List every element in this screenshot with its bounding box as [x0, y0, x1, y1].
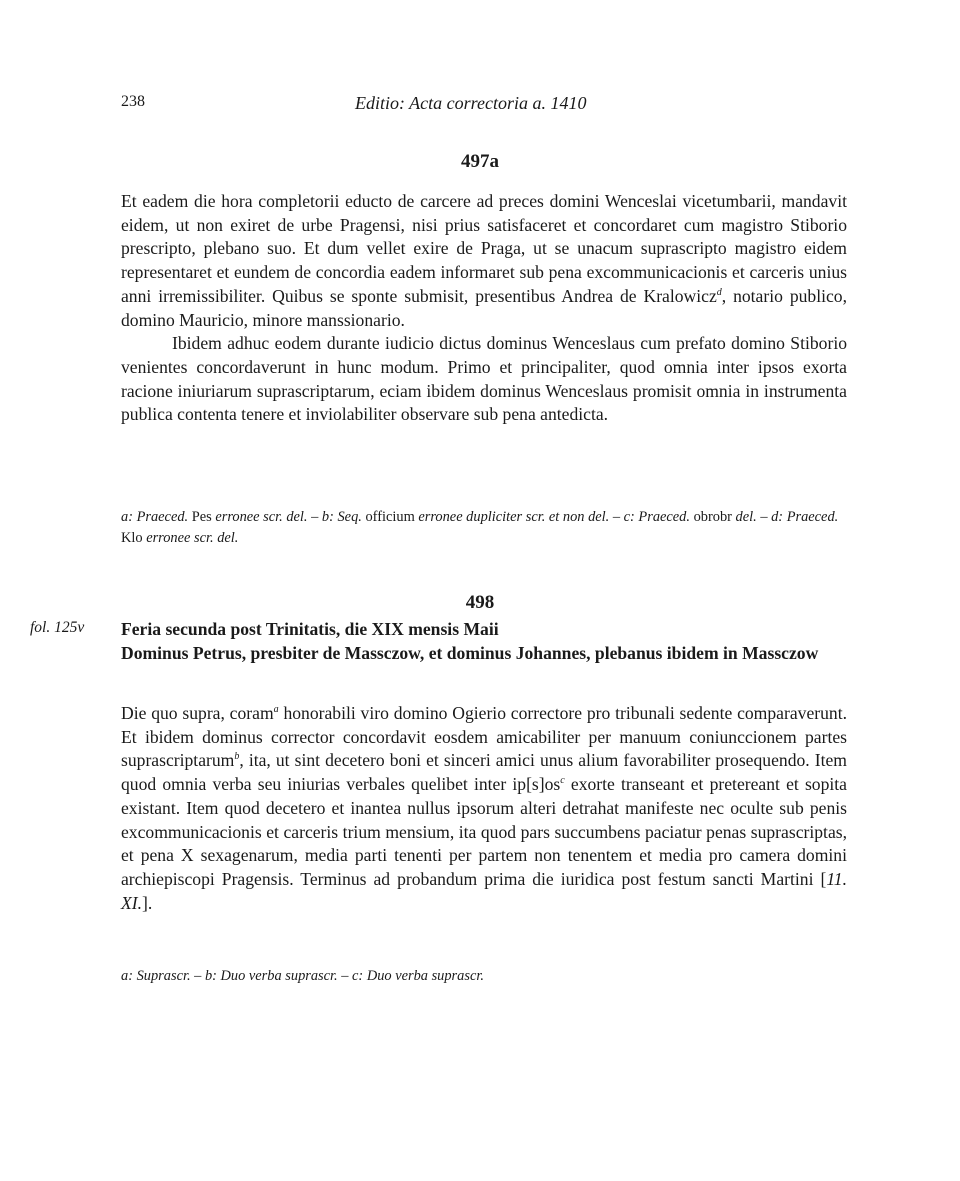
entry-498-paragraph — [121, 702, 847, 915]
entry-number-497a: 497a — [461, 151, 499, 172]
footnote-marker: b — [234, 751, 240, 763]
entry-497a-footnotes — [121, 507, 847, 548]
footnote-run: obrobr — [693, 509, 736, 525]
entry-497a-body — [121, 190, 847, 427]
entry-number-498: 498 — [465, 592, 495, 613]
date-annotation: 11. XI. — [121, 868, 847, 913]
footnote-run: Klo — [121, 529, 147, 546]
entry-498-heading-parties: Dominus Petrus, presbiter de Massczow, et dominus Johannes, plebanus ibidem in Massczow — [121, 643, 819, 663]
footnote-marker: d — [716, 286, 722, 298]
running-title: Editio: Acta correctoria a. 1410 — [355, 93, 587, 113]
footnote-marker: c — [560, 775, 565, 787]
footnote-run: del. – d: Praeced. — [735, 509, 839, 525]
footnote-run: a: Praeced. — [121, 509, 192, 525]
text-run: exorte transeant et pretereant et sopita existant. Item quod decetero et inantea nullus ipsorum alteri detrahat manifeste nec oculte sub penis excommunicacionis et carceris trium mensium, ita quod pars succumbens paciatur penas suprascriptas, et pena X sexagenarum, media parti tenenti per partem non tenentem et media pro camera domini archiepiscopi Pragensis. Terminus ad probandum prima die iuridica post festum sancti Martini [ — [121, 774, 847, 889]
entry-498-heading-date: Feria secunda post Trinitatis, die XIX mensis Maii — [121, 619, 499, 639]
footnote-run: Pes — [191, 509, 216, 525]
footnote-run: officium — [365, 509, 419, 525]
text-run: Ibidem adhuc eodem durante iudicio dictus dominus Wenceslaus cum prefato domino Stiborio venientes concordaverunt in hunc modum. Primo et principaliter, quod omnia inter ipsos exorta racione iniuriarum suprascriptarum, eciam ibidem dominus Wenceslaus promisit omnia in instrumenta publica contenta tenere et inviolabiliter observare sub pena antedicta. — [121, 333, 847, 425]
text-run: Die quo supra, coram — [121, 703, 274, 723]
text-run: , notario publico, domino Mauricio, minore manssionario. — [121, 285, 847, 330]
entry-498-body — [121, 702, 847, 915]
entry-498-footnotes: a: Suprascr. – b: Duo verba suprascr. – c: Duo verba suprascr. — [121, 968, 484, 984]
text-run: ]. — [142, 892, 153, 913]
footnote-run: erronee scr. del. — [146, 529, 239, 546]
footnote-run: erronee dupliciter scr. et non del. – c: Praeced. — [418, 509, 694, 525]
entry-497a-paragraph-2 — [121, 332, 847, 427]
page-number: 238 — [121, 93, 145, 110]
text-run: , ita, ut sint decetero boni et sinceri amici unus alium favorabiliter prosequendo. Item quod omnia verba seu iniurias verbales quelibet inter ip[s]os — [121, 750, 847, 795]
folio-margin-note: fol. 125v — [30, 619, 85, 636]
text-run: Et eadem die hora completorii educto de carcere ad preces domini Wenceslai vicetumbarii, mandavit eidem, ut non exiret de urbe Pragensi, nisi prius satisfaceret et concordaret cum magistro Stiborio prescripto, plebano suo. Et dum vellet exire de Praga, ut se unacum suprascripto magistro eidem representaret et eundem de concordia eadem informaret sub pena excommunicacionis et carceris unius anni irremissibiliter. Quibus se sponte submisit, presentibus Andrea de Kralowicz — [121, 191, 847, 306]
footnote-marker: a — [273, 704, 279, 716]
text-run: honorabili viro domino Ogierio correctore pro tribunali sedente comparaverunt. Et ibidem dominus corrector concordavit eosdem amicabiliter per manuum coniunccionem partes suprascriptarum — [121, 703, 847, 771]
entry-498-heading — [121, 617, 847, 665]
footnote-run: erronee scr. del. – b: Seq. — [215, 509, 366, 525]
running-head — [121, 93, 847, 117]
entry-497a-paragraph-1 — [121, 190, 847, 332]
